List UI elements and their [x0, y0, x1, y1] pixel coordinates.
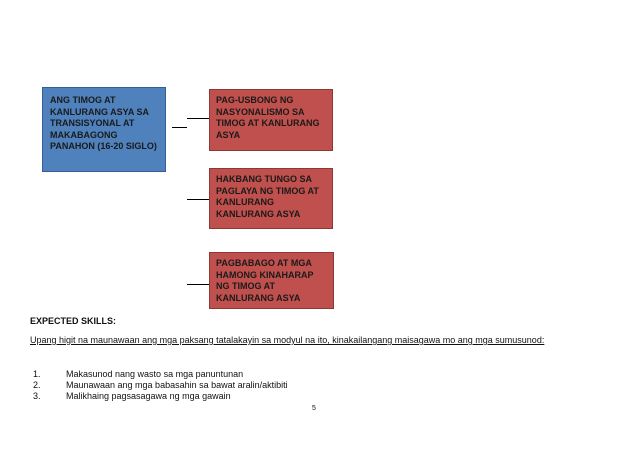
skill-item: Malikhaing pagsasagawa ng mga gawain	[66, 391, 231, 401]
skill-number: 3.	[33, 391, 41, 401]
expected-skills-heading: EXPECTED SKILLS:	[30, 316, 117, 326]
connector-line	[187, 199, 209, 200]
subtopic-box-1: PAG-USBONG NG NASYONALISMO SA TIMOG AT KANLURANG ASYA	[209, 89, 333, 151]
subtopic-box-2: HAKBANG TUNGO SA PAGLAYA NG TIMOG AT KANLURANG KANLURANG ASYA	[209, 168, 333, 229]
connector-line	[187, 118, 209, 119]
skill-item: Maunawaan ang mga babasahin sa bawat aralin/aktibiti	[66, 380, 288, 390]
skill-item: Makasunod nang wasto sa mga panuntunan	[66, 369, 244, 379]
connector-line	[187, 284, 209, 285]
page-number: 5	[312, 405, 316, 412]
skill-number: 2.	[33, 380, 41, 390]
main-topic-box: ANG TIMOG AT KANLURANG ASYA SA TRANSISYONAL AT MAKABAGONG PANAHON (16-20 SIGLO)	[42, 87, 166, 172]
subtopic-box-3: PAGBABAGO AT MGA HAMONG KINAHARAP NG TIMOG AT KANLURANG ASYA	[209, 252, 334, 309]
skill-number: 1.	[33, 369, 41, 379]
expected-skills-intro: Upang higit na maunawaan ang mga paksang tatalakayin sa modyul na ito, kinakailangang maisagawa mo ang mga sumusunod:	[30, 335, 545, 345]
connector-line	[172, 127, 187, 128]
